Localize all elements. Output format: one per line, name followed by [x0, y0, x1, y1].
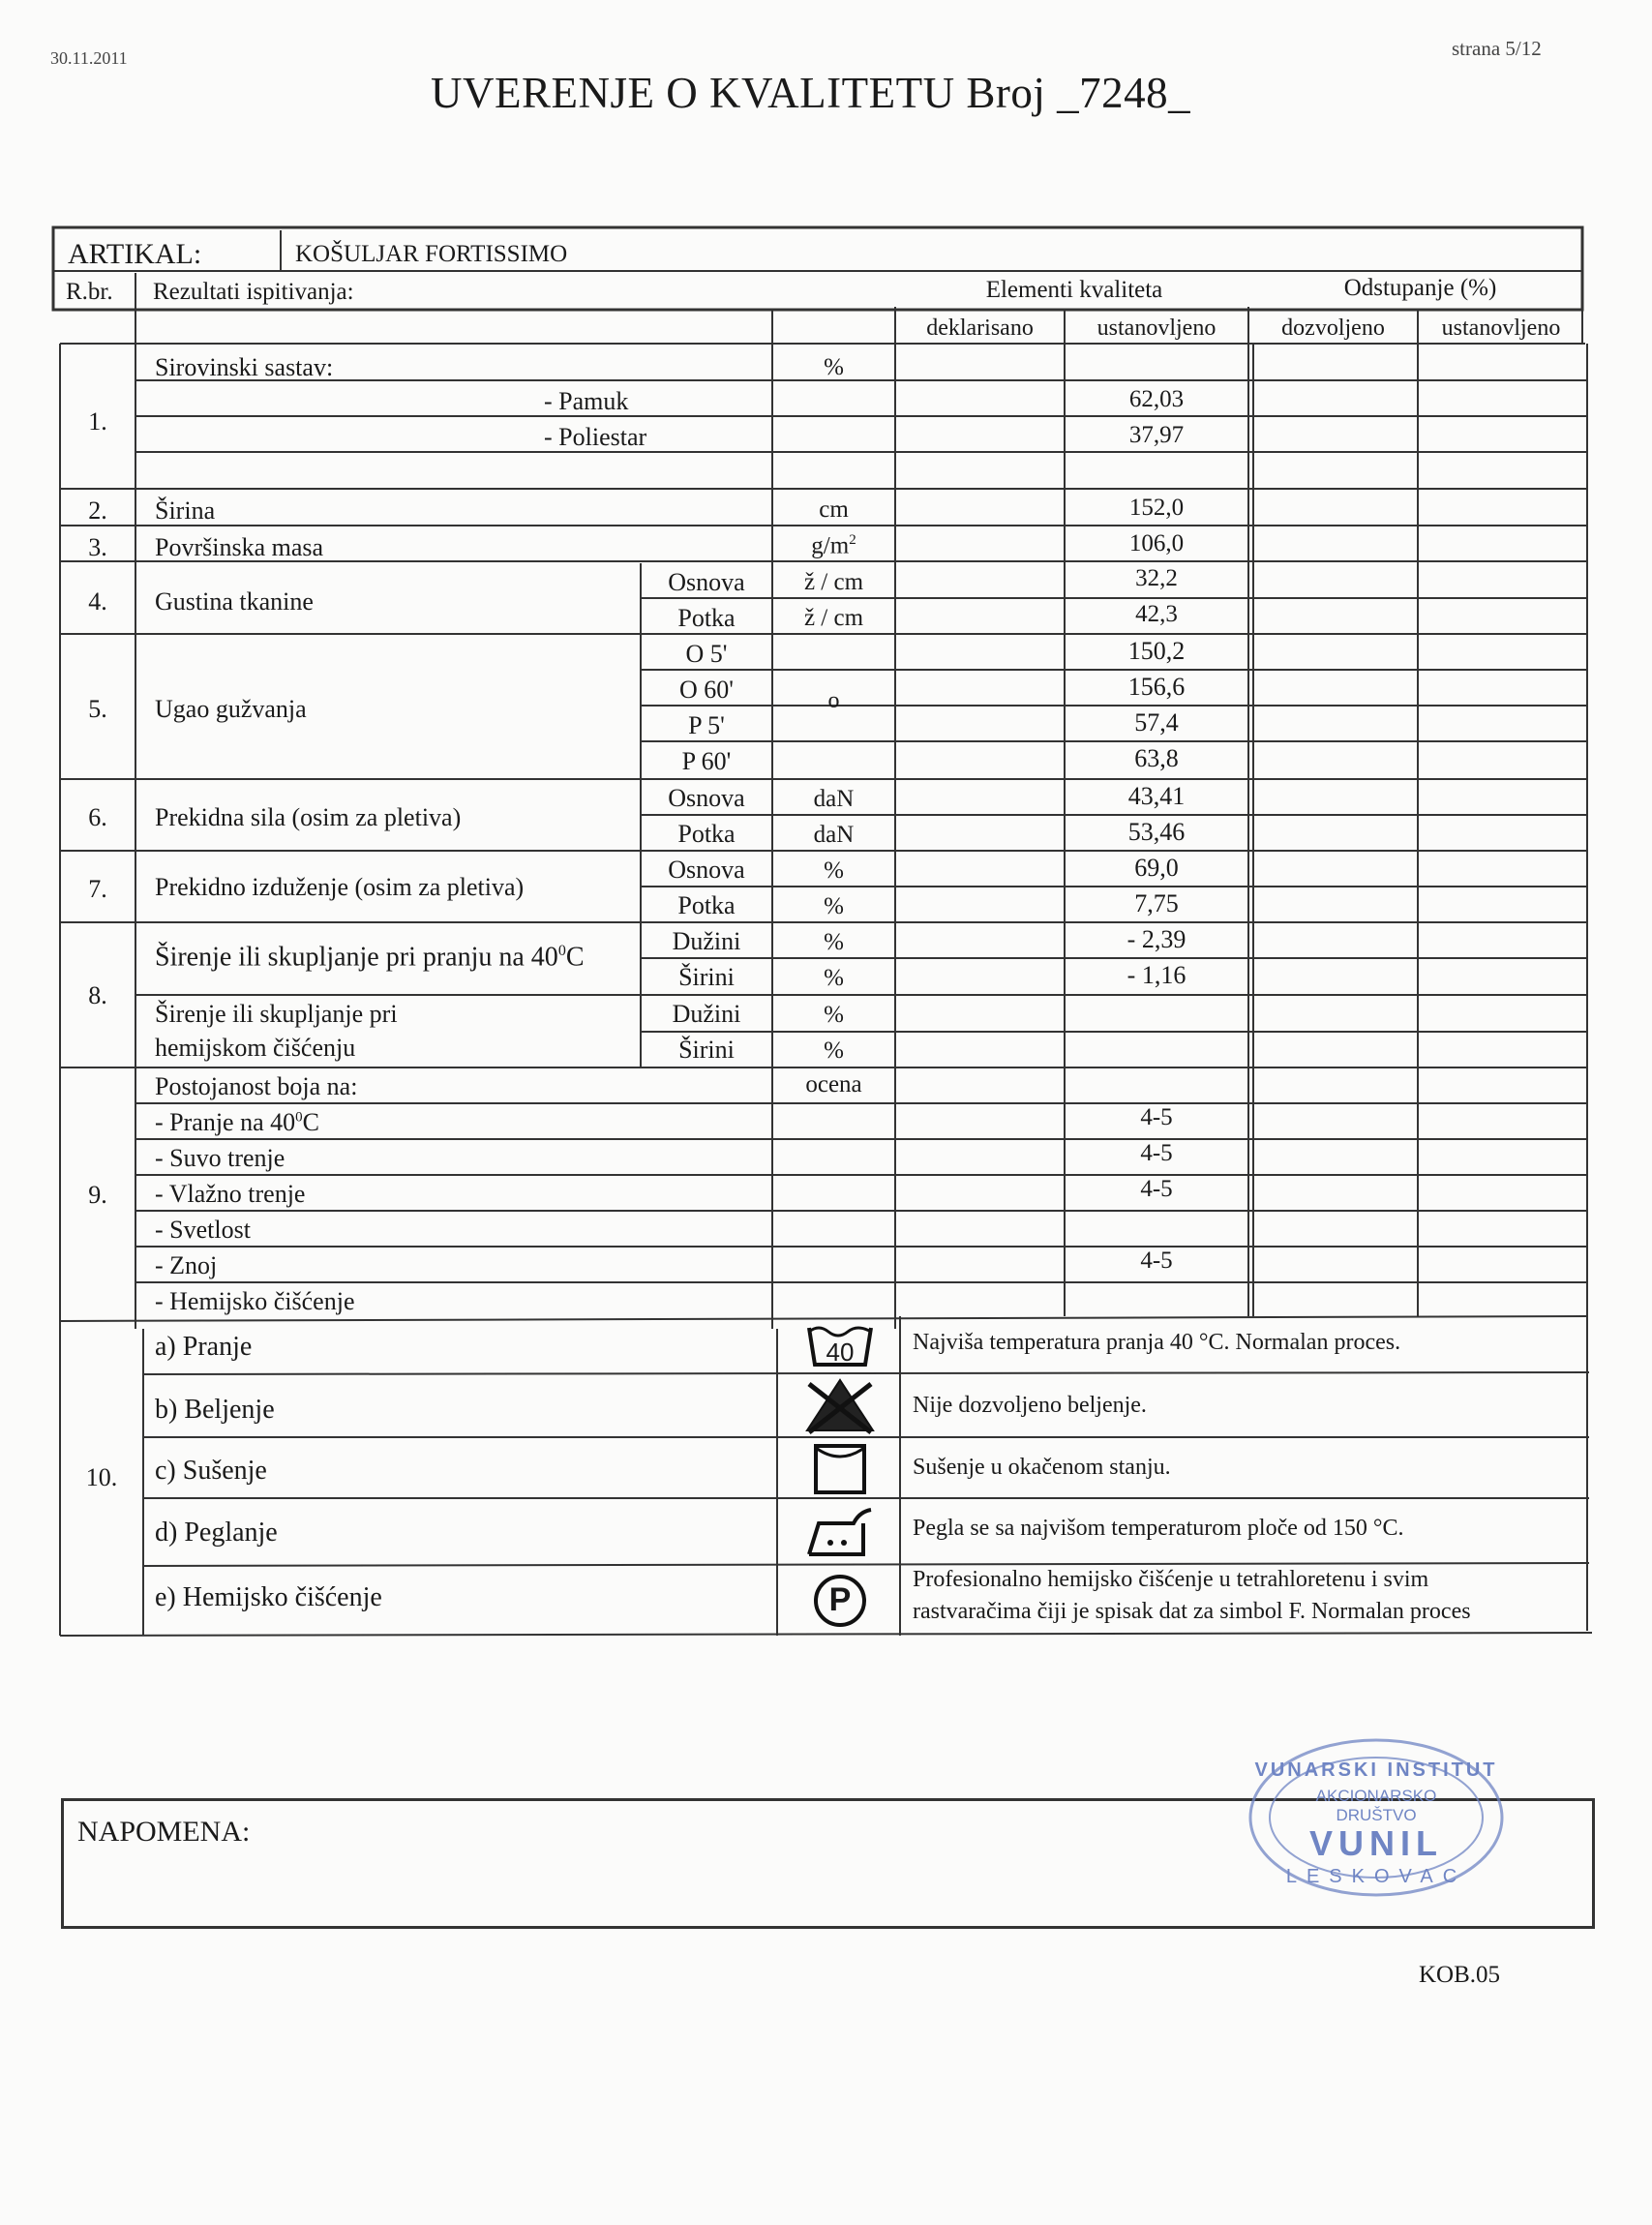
care-description-continued: rastvaračima čiji je spisak dat za simbol F. Normalan proces: [913, 1599, 1471, 1624]
care-description: Najviša temperatura pranja 40 °C. Normalan proces.: [913, 1330, 1401, 1355]
established-value: 63,8: [1134, 744, 1179, 772]
row-unit: [772, 533, 895, 557]
sub-item-label: Dužini: [672, 1000, 741, 1028]
sub-item-label: - Svetlost: [155, 1216, 251, 1244]
established-value: 7,75: [1134, 889, 1179, 917]
stamp-line-3: DRUŠTVO: [1336, 1806, 1417, 1824]
row-name-text: Širenje ili skupljanje pri pranju na 40: [155, 942, 558, 973]
sub-item-label: Potka: [677, 891, 736, 919]
row-unit: %: [824, 1002, 844, 1028]
line-dry-icon: [811, 1442, 869, 1496]
row-number: 9.: [88, 1181, 107, 1209]
row-name-continued: hemijskom čišćenju: [155, 1034, 356, 1062]
column-elements: Elementi kvaliteta: [985, 277, 1163, 303]
care-item-label: b) Beljenje: [155, 1395, 275, 1425]
column-results: Rezultati ispitivanja:: [153, 279, 354, 305]
sub-item-label: [155, 1110, 319, 1135]
sub-item-label: Osnova: [668, 568, 745, 596]
sub-item-unit: C: [302, 1108, 319, 1136]
row-unit: daN: [813, 822, 855, 848]
row-name: Sirovinski sastav:: [155, 353, 334, 381]
column-allowed: dozvoljeno: [1281, 316, 1385, 341]
sub-item-label: O 5': [685, 640, 728, 668]
established-value: 53,46: [1127, 818, 1186, 846]
established-value: - 2,39: [1126, 925, 1186, 953]
column-established: ustanovljeno: [1096, 316, 1216, 341]
column-declared: deklarisano: [926, 316, 1034, 341]
document-title: UVERENJE O KVALITETU Broj _7248_: [431, 69, 1191, 117]
column-deviation: Odstupanje (%): [1343, 275, 1497, 301]
remarks-label: NAPOMENA:: [77, 1816, 251, 1848]
row-unit: ž / cm: [803, 569, 864, 595]
established-value: 32,2: [1135, 565, 1178, 591]
sub-item-label: O 60': [679, 676, 734, 704]
unit-exponent: 2: [849, 532, 856, 548]
row-name-unit: C: [565, 942, 585, 973]
sub-item-label: Potka: [677, 820, 736, 848]
row-number: 5.: [88, 695, 107, 723]
column-rbr: R.br.: [66, 279, 113, 305]
row-unit: daN: [813, 786, 855, 812]
row-unit: %: [824, 1037, 844, 1064]
unit-base: g/m: [811, 532, 850, 559]
care-item-label: e) Hemijsko čišćenje: [155, 1582, 382, 1612]
row-number: 6.: [88, 803, 107, 831]
row-name: Širenje ili skupljanje pri: [155, 1000, 398, 1028]
row-name: Ugao gužvanja: [155, 695, 307, 723]
sub-item-label: Širini: [678, 963, 735, 991]
artikal-label: ARTIKAL:: [68, 238, 202, 270]
established-value: 62,03: [1128, 386, 1185, 412]
sub-item-label: Osnova: [668, 856, 745, 884]
established-value: 4-5: [1140, 1104, 1173, 1130]
row-number: 7.: [88, 875, 107, 903]
no-bleach-icon: [801, 1376, 879, 1434]
row-number: 1.: [88, 407, 107, 436]
row-number: 3.: [88, 533, 107, 561]
institute-stamp: [1241, 1730, 1512, 1909]
care-item-label: c) Sušenje: [155, 1456, 267, 1486]
degree-superscript: 0: [295, 1109, 303, 1126]
row-number: 10.: [85, 1463, 118, 1491]
row-name: Postojanost boja na:: [155, 1072, 358, 1100]
row-name: Prekidno izduženje (osim za pletiva): [155, 873, 525, 901]
form-code: KOB.05: [1419, 1962, 1501, 1988]
established-value: 43,41: [1127, 782, 1186, 810]
established-value: 4-5: [1140, 1248, 1173, 1274]
dry-clean-p-icon: [811, 1572, 869, 1630]
row-name: Površinska masa: [155, 533, 324, 561]
established-value: 156,6: [1127, 673, 1186, 701]
care-item-label: a) Pranje: [155, 1332, 253, 1362]
care-description: Profesionalno hemijsko čišćenje u tetrahloretenu i svim: [913, 1567, 1429, 1592]
row-unit: %: [824, 929, 844, 955]
row-name: Prekidna sila (osim za pletiva): [155, 803, 462, 831]
sub-item-label: P 5': [688, 711, 725, 739]
sub-item-label: Potka: [677, 604, 736, 632]
row-unit: %: [824, 857, 844, 884]
row-unit: cm: [819, 496, 849, 523]
row-unit: %: [824, 354, 844, 380]
page-number: strana 5/12: [1452, 37, 1542, 60]
sub-item-label: - Znoj: [155, 1251, 218, 1279]
established-value: 4-5: [1140, 1140, 1173, 1166]
sub-item-label: Osnova: [668, 784, 745, 812]
row-number: 4.: [88, 587, 107, 616]
document-date: 30.11.2011: [50, 48, 128, 68]
iron-medium-icon: [803, 1502, 877, 1560]
artikal-value: KOŠULJAR FORTISSIMO: [295, 241, 568, 267]
dry-clean-letter: P: [828, 1581, 852, 1618]
stamp-line-4: VUNIL: [1309, 1823, 1443, 1863]
care-description: Nije dozvoljeno beljenje.: [913, 1393, 1147, 1418]
row-unit: ž / cm: [803, 605, 864, 631]
established-value: 152,0: [1128, 495, 1185, 521]
row-name: Gustina tkanine: [155, 587, 314, 616]
sub-item-label: - Vlažno trenje: [155, 1180, 306, 1208]
care-description: Sušenje u okačenom stanju.: [913, 1455, 1171, 1480]
row-number: 8.: [88, 981, 107, 1009]
row-name: Širina: [155, 496, 216, 525]
degree-symbol: o: [827, 688, 840, 713]
sub-item-label: - Poliestar: [544, 423, 647, 451]
stamp-line-5: LESKOVAC: [1285, 1866, 1467, 1887]
wash-temperature: 40: [826, 1338, 855, 1367]
care-item-label: d) Peglanje: [155, 1518, 278, 1548]
sub-item-label: - Pamuk: [544, 387, 629, 415]
sub-item-label: P 60': [681, 747, 732, 775]
row-unit: %: [824, 965, 844, 991]
established-value: 4-5: [1140, 1176, 1173, 1202]
established-value: 37,97: [1128, 422, 1185, 448]
established-value: - 1,16: [1126, 961, 1186, 989]
established-value: 106,0: [1128, 530, 1185, 556]
column-established-deviation: ustanovljeno: [1441, 316, 1561, 341]
stamp-line-1: VUNARSKI INSTITUT: [1254, 1759, 1498, 1781]
sub-item-label: Dužini: [672, 927, 741, 955]
sub-item-label: Širini: [678, 1036, 735, 1064]
row-unit: ocena: [805, 1071, 862, 1097]
row-unit: %: [824, 893, 844, 919]
established-value: 69,0: [1134, 854, 1179, 882]
established-value: 42,3: [1135, 601, 1178, 627]
stamp-line-2: AKCIONARSKO: [1315, 1787, 1437, 1805]
established-value: 150,2: [1127, 637, 1186, 665]
sub-item-label: - Hemijsko čišćenje: [155, 1287, 355, 1315]
degree-superscript: 0: [557, 943, 566, 959]
row-name: [155, 944, 585, 971]
care-description: Pegla se sa najvišom temperaturom ploče od 150 °C.: [913, 1516, 1404, 1541]
sub-item-text: - Pranje na 40: [155, 1108, 296, 1136]
established-value: 57,4: [1134, 708, 1179, 737]
sub-item-label: - Suvo trenje: [155, 1144, 285, 1172]
row-number: 2.: [88, 496, 107, 525]
washing-40-icon: [801, 1322, 879, 1370]
